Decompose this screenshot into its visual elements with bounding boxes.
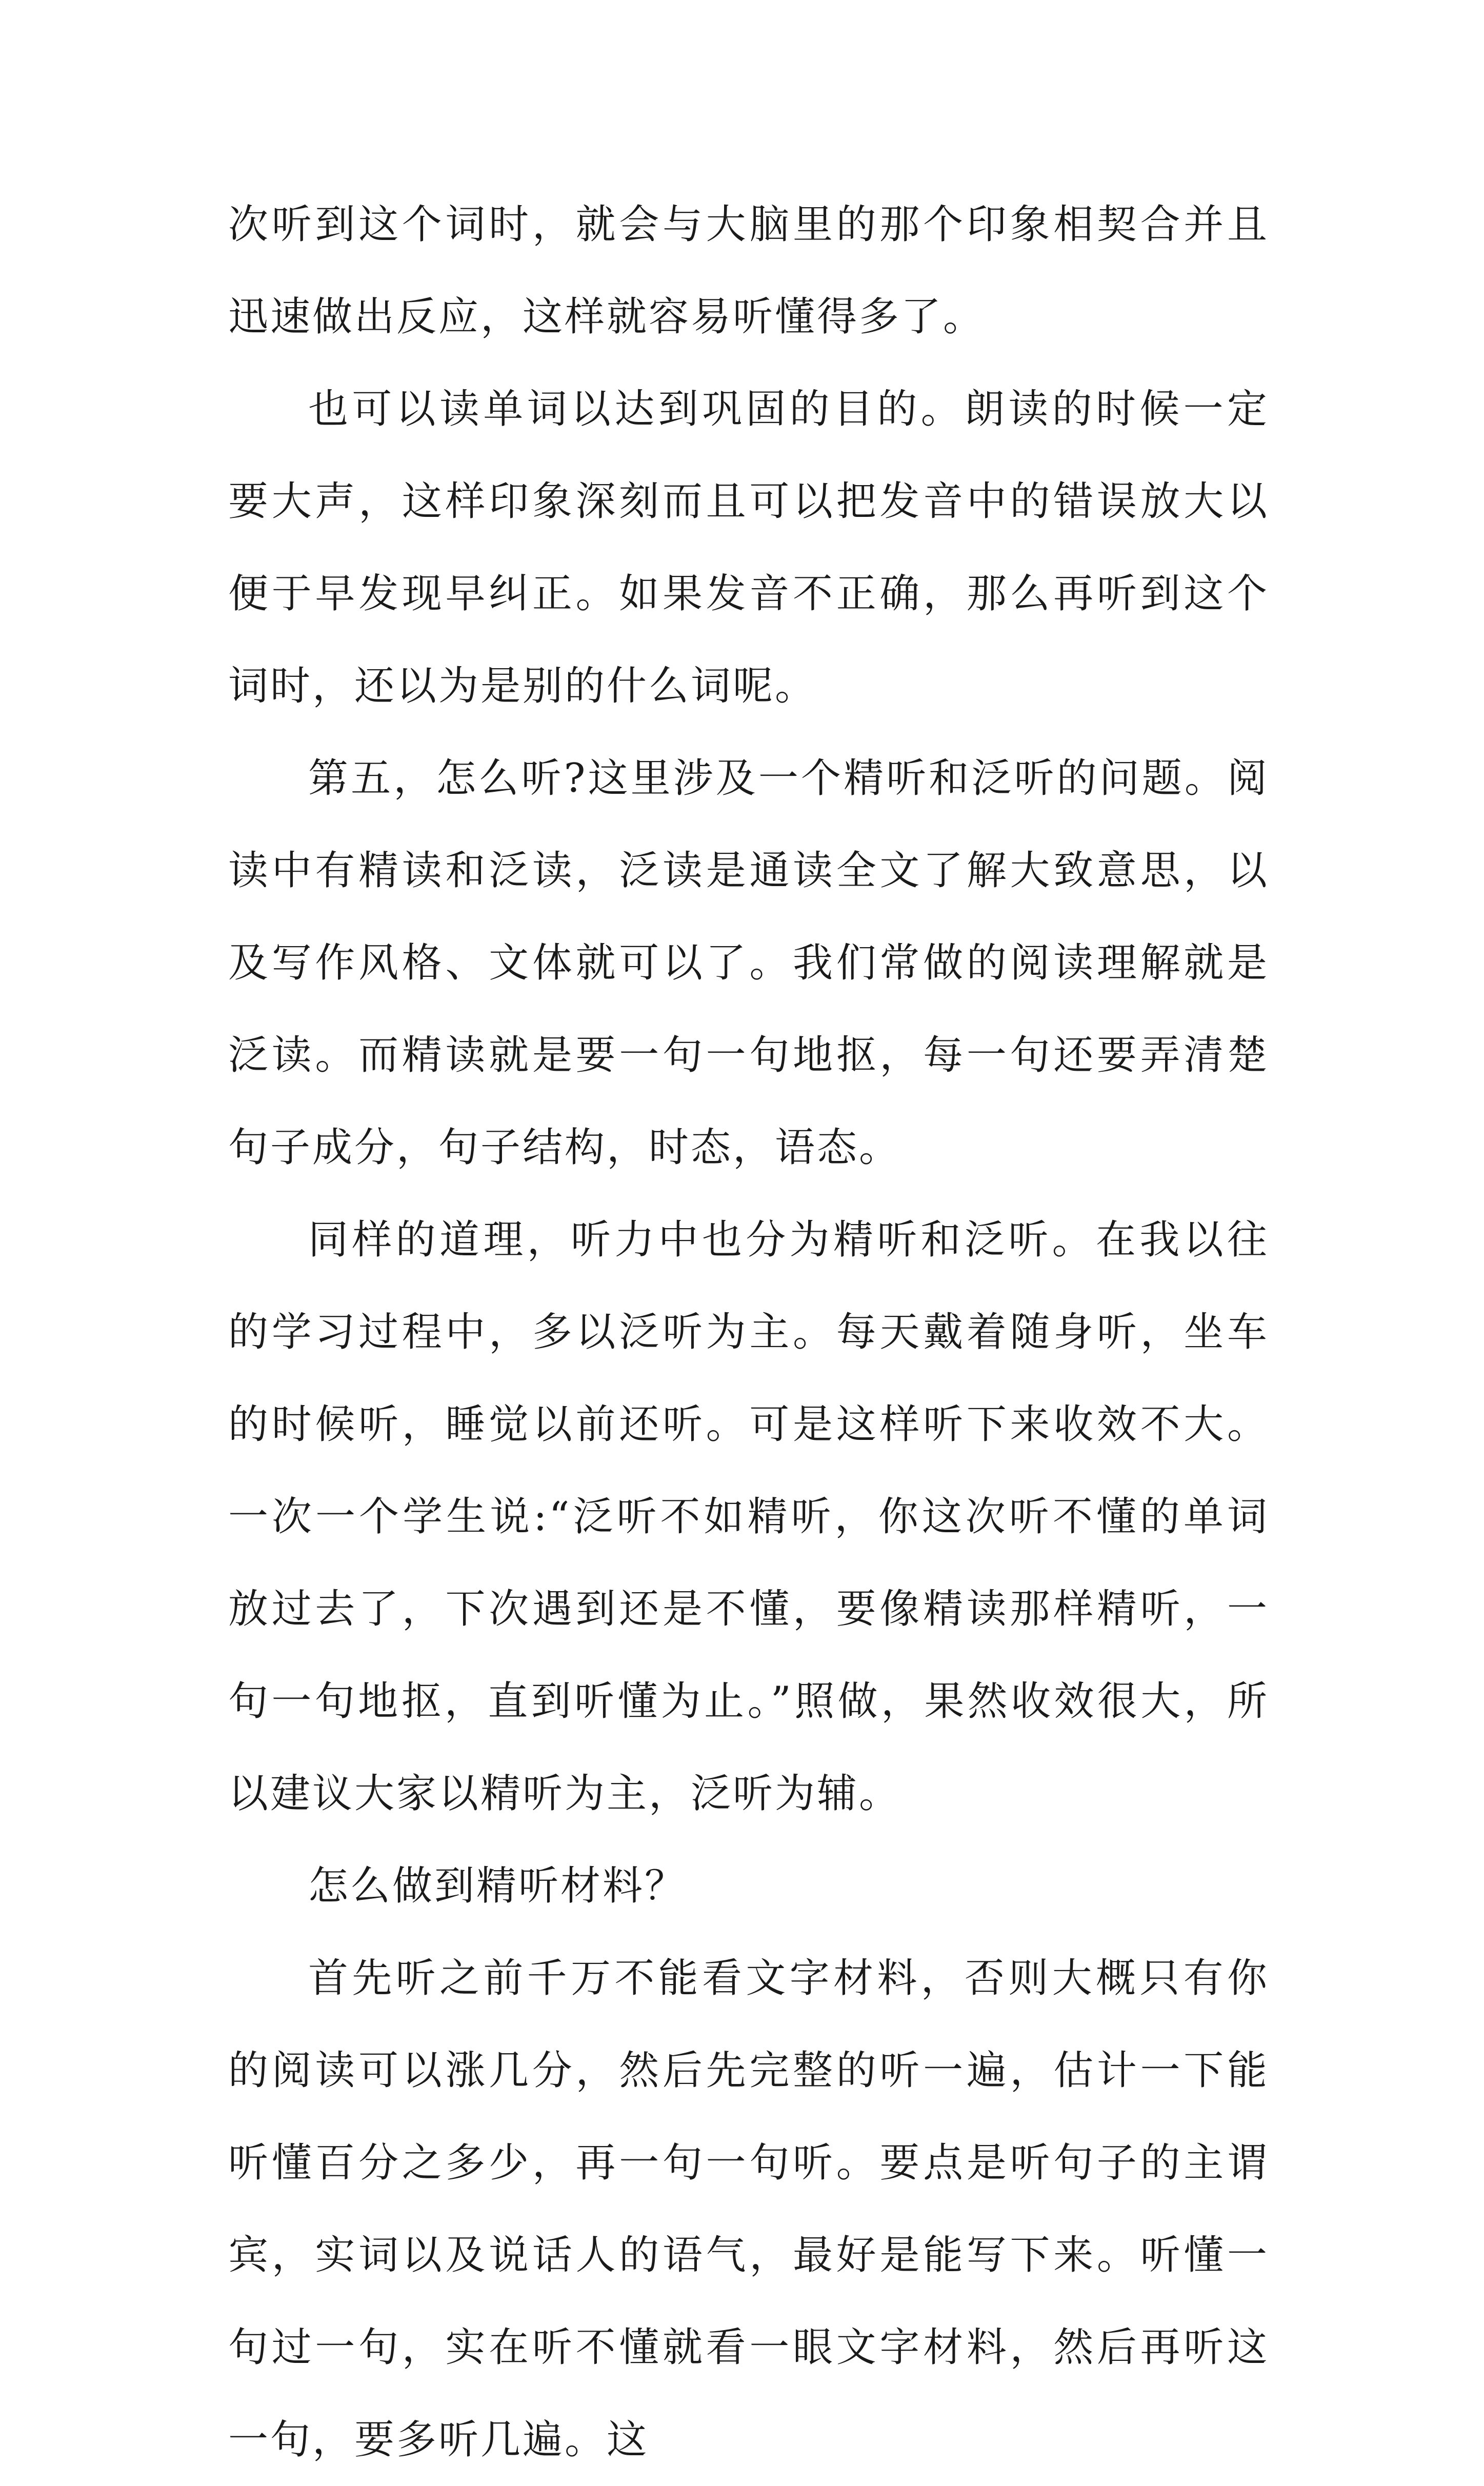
paragraph: 首先听之前千万不能看文字材料，否则大概只有你的阅读可以涨几分，然后先完整的听一遍，估计一下能听懂百分之多少，再一句一句听。要点是听句子的主谓宾，实词以及说话人的语气，最好是能写下来。听懂一句过一句，实在听不懂就看一眼文字材料，然后再听这一句，要多听几遍。这 bbox=[228, 1955, 1269, 2463]
body-text bbox=[228, 178, 1269, 2486]
paragraph: 同样的道理，听力中也分为精听和泛听。在我以往的学习过程中，多以泛听为主。每天戴着随身听，坐车的时候听，睡觉以前还听。可是这样听下来收效不大。一次一个学生说:“泛听不如精听，你这次听不懂的单词放过去了，下次遇到还是不懂，要像精读那样精听，一句一句地抠，直到听懂为止。”照做，果然收效很大，所以建议大家以精听为主，泛听为辅。 bbox=[228, 1217, 1269, 1817]
paragraph: 次听到这个词时，就会与大脑里的那个印象相契合并且迅速做出反应，这样就容易听懂得多了。 bbox=[228, 202, 1269, 340]
paragraph: 第五，怎么听?这里涉及一个精听和泛听的问题。阅读中有精读和泛读，泛读是通读全文了解大致意思，以及写作风格、文体就可以了。我们常做的阅读理解就是泛读。而精读就是要一句一句地抠，每一句还要弄清楚句子成分，句子结构，时态，语态。 bbox=[228, 755, 1269, 1171]
paragraph: 怎么做到精听材料？ bbox=[308, 1863, 687, 1909]
paragraph: 也可以读单词以达到巩固的目的。朗读的时候一定要大声，这样印象深刻而且可以把发音中的错误放大以便于早发现早纠正。如果发音不正确，那么再听到这个词时，还以为是别的什么词呢。 bbox=[228, 386, 1269, 709]
